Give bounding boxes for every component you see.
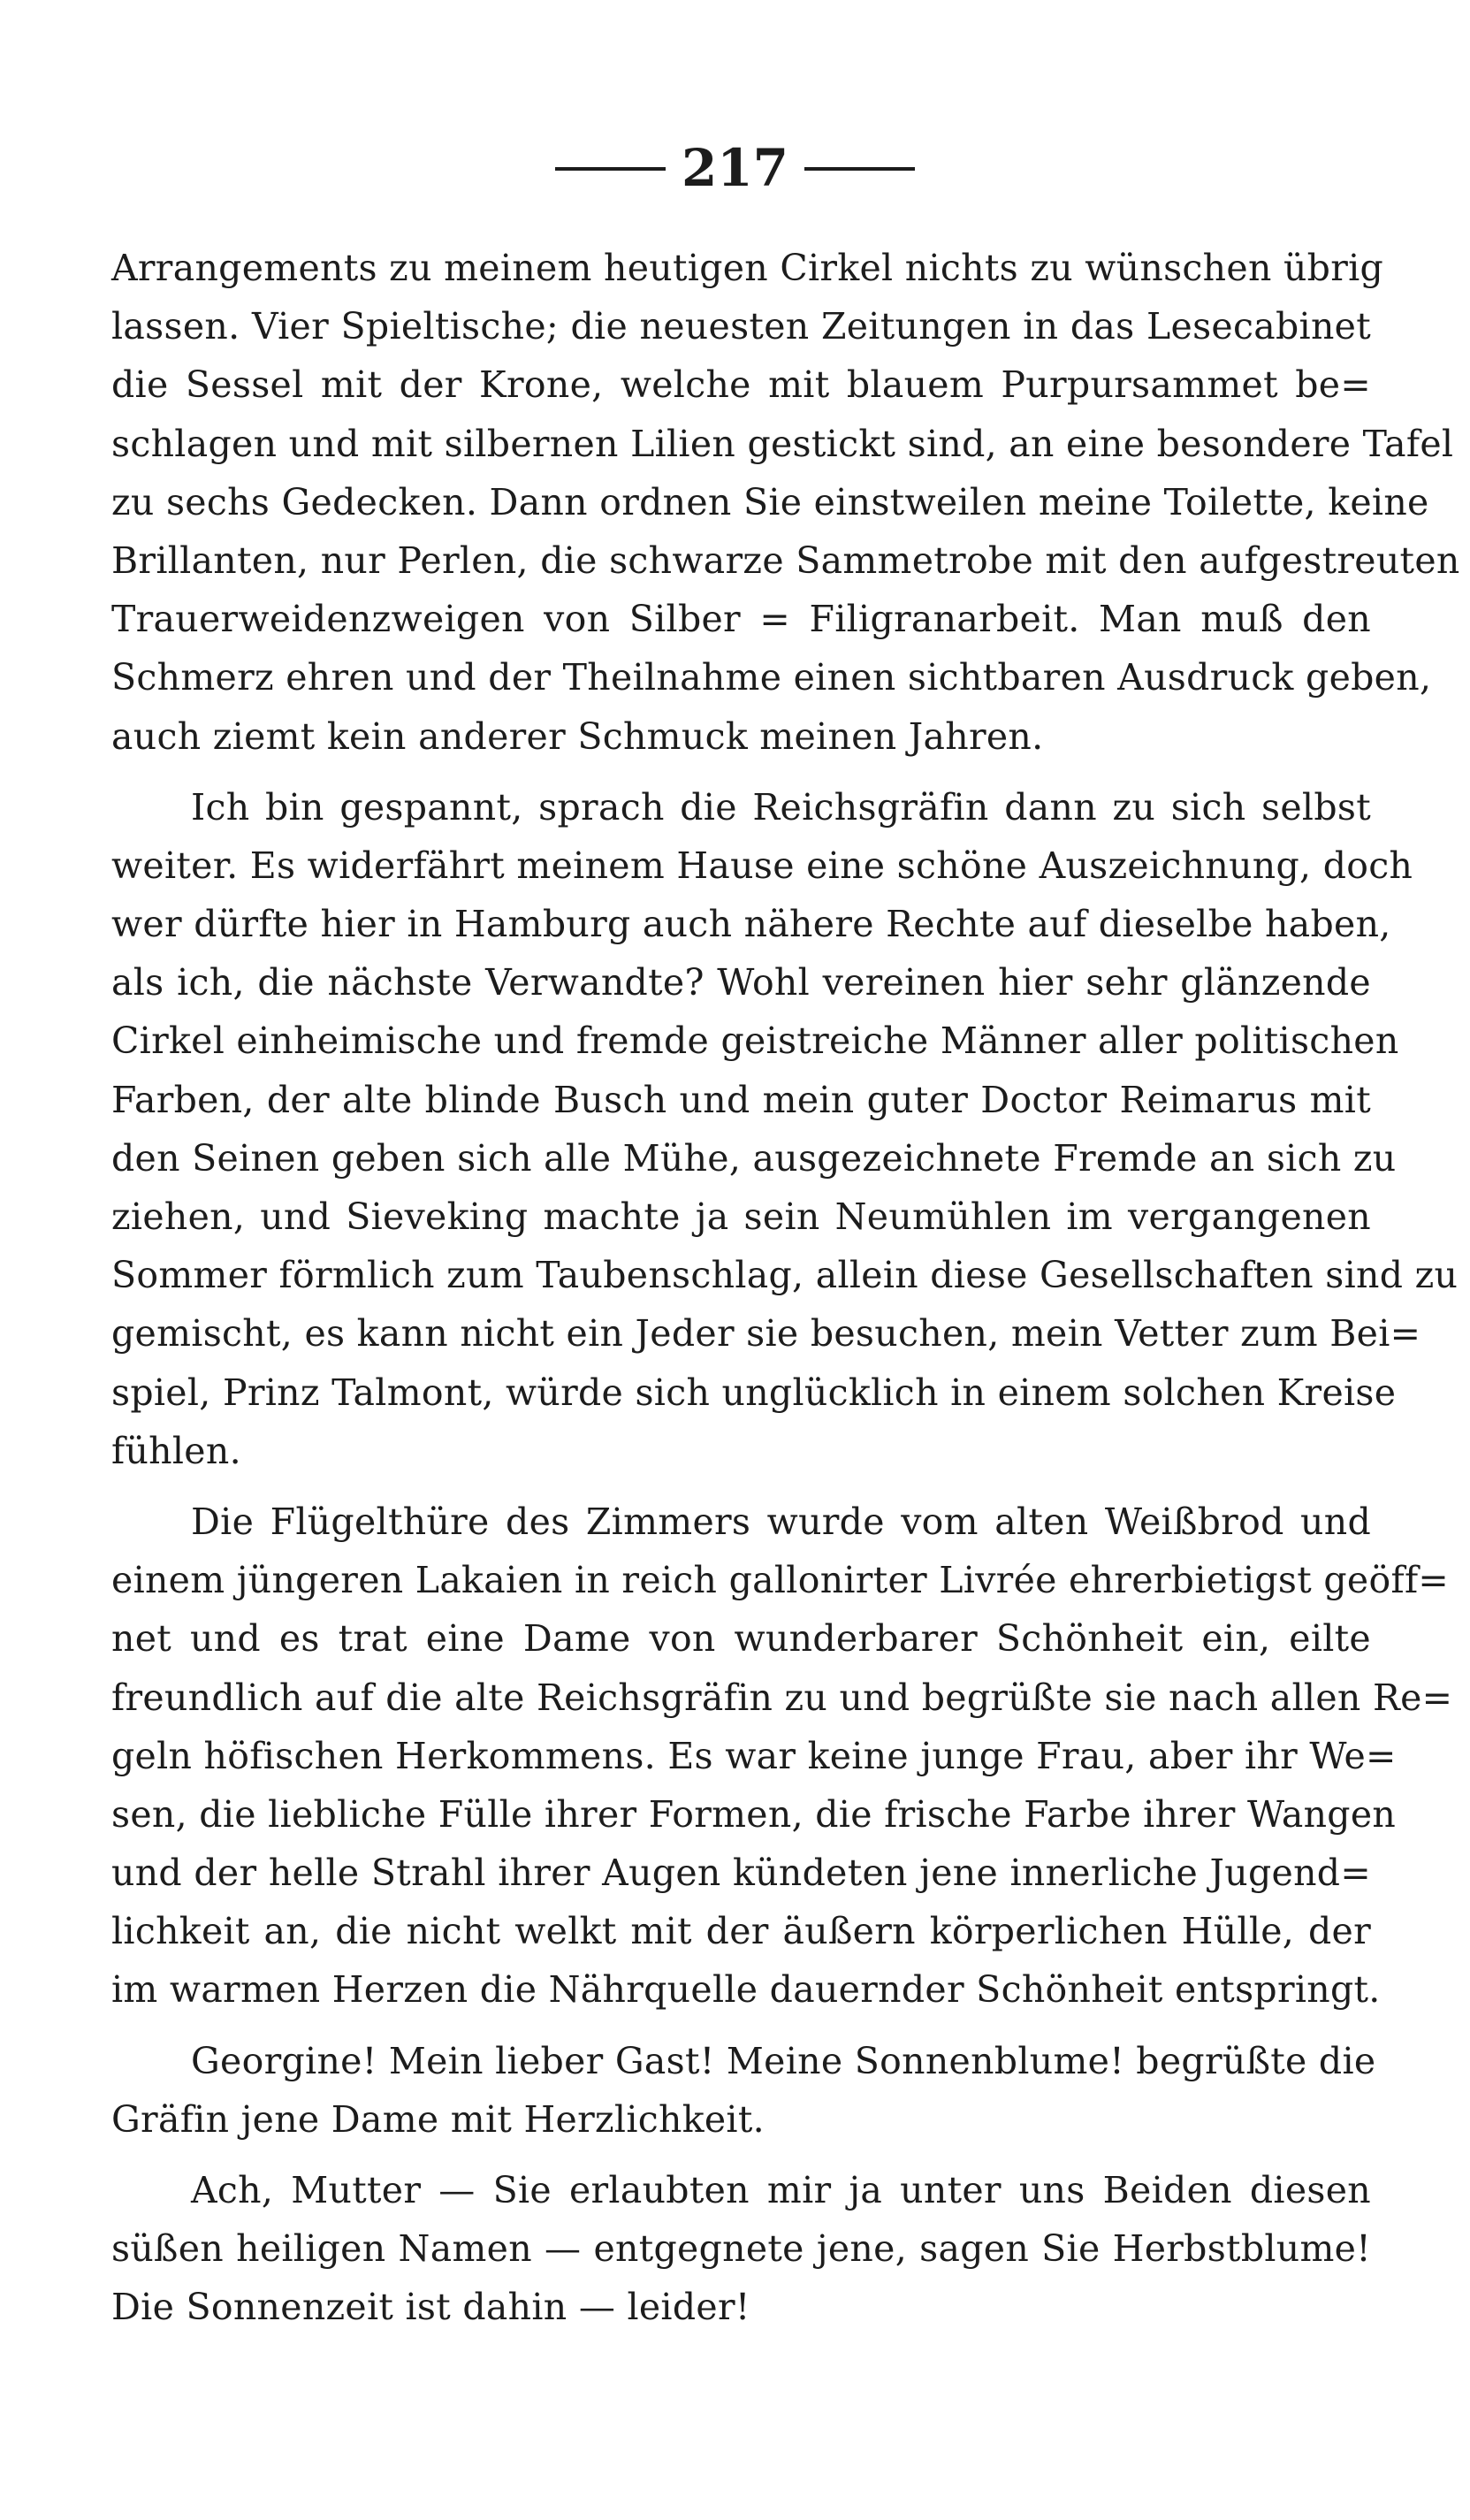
text-line: Die Sonnenzeit ist dahin — leider! xyxy=(111,2286,750,2329)
text-line: Cirkel einheimische und fremde geistreiche Männer aller politischen xyxy=(111,1019,1399,1063)
header-rule-left xyxy=(555,167,666,171)
text-line: Die Flügelthüre des Zimmers wurde vom alten Weißbrod und xyxy=(191,1500,1371,1543)
text-line: geln höfischen Herkommens. Es war keine junge Frau, aber ihr We= xyxy=(111,1734,1397,1777)
paragraph-gap xyxy=(111,766,1371,778)
paragraph-gap xyxy=(111,2149,1371,2161)
text-line: auch ziemt kein anderer Schmuck meinen Jahren. xyxy=(111,714,1044,758)
text-line: einem jüngeren Lakaien in reich gallonirter Livrée ehrerbietigst geöff= xyxy=(111,1559,1450,1602)
text-line: den Seinen geben sich alle Mühe, ausgezeichnete Fremde an sich zu xyxy=(111,1136,1397,1180)
paragraph xyxy=(111,2032,1376,2149)
text-line: Arrangements zu meinem heutigen Cirkel nichts zu wünschen übrig xyxy=(111,247,1384,289)
text-line: freundlich auf die alte Reichsgräfin zu und begrüßte sie nach allen Re= xyxy=(111,1676,1453,1719)
text-line: Georgine! Mein lieber Gast! Meine Sonnenblume! begrüßte die xyxy=(191,2039,1376,2082)
body-text xyxy=(111,239,1460,2337)
text-line: Brillanten, nur Perlen, die schwarze Sammetrobe mit den aufgestreuten xyxy=(111,538,1460,582)
text-line: sen, die liebliche Fülle ihrer Formen, die frische Farbe ihrer Wangen xyxy=(111,1792,1397,1836)
text-line: süßen heiligen Namen — entgegnete jene, sagen Sie Herbstblume! xyxy=(111,2227,1371,2271)
text-line: die Sessel mit der Krone, welche mit blauem Purpursammet be= xyxy=(111,363,1371,407)
text-line: Sommer förmlich zum Taubenschlag, allein diese Gesellschaften sind zu xyxy=(111,1254,1459,1297)
paragraph xyxy=(111,239,1460,766)
paragraph xyxy=(111,778,1459,1480)
text-line: net und es trat eine Dame von wunderbarer Schönheit ein, eilte xyxy=(111,1617,1371,1661)
text-line: Trauerweidenzweigen von Silber = Filigranarbeit. Man muß den xyxy=(111,598,1371,641)
paragraph-gap xyxy=(111,1480,1371,1493)
paragraph-gap xyxy=(111,2020,1371,2032)
text-line: Schmerz ehren und der Theilnahme einen sichtbaren Ausdruck geben, xyxy=(111,656,1432,699)
text-line: spiel, Prinz Talmont, würde sich unglücklich in einem solchen Kreise xyxy=(111,1371,1397,1414)
header-rule-right xyxy=(804,167,915,171)
text-line: ziehen, und Sieveking machte ja sein Neumühlen im vergangenen xyxy=(111,1195,1371,1238)
paragraph xyxy=(111,1493,1453,2020)
text-line: schlagen und mit silbernen Lilien gestickt sind, an eine besondere Tafel xyxy=(111,422,1454,465)
text-line: gemischt, es kann nicht ein Jeder sie besuchen, mein Vetter zum Bei= xyxy=(111,1312,1421,1355)
text-line: und der helle Strahl ihrer Augen kündeten jene innerliche Jugend= xyxy=(111,1852,1371,1895)
text-line: fühlen. xyxy=(111,1429,241,1472)
text-line: als ich, die nächste Verwandte? Wohl vereinen hier sehr glänzende xyxy=(111,961,1371,1004)
text-line: Farben, der alte blinde Busch und mein guter Doctor Reimarus mit xyxy=(111,1078,1371,1121)
text-line: im warmen Herzen die Nährquelle dauernder Schönheit entspringt. xyxy=(111,1968,1381,2012)
text-line: wer dürfte hier in Hamburg auch nähere Rechte auf dieselbe haben, xyxy=(111,903,1391,946)
page-header xyxy=(0,133,1470,203)
text-line: Gräfin jene Dame mit Herzlichkeit. xyxy=(111,2097,765,2141)
page-number: 217 xyxy=(681,138,789,198)
text-line: Ach, Mutter — Sie erlaubten mir ja unter uns Beiden diesen xyxy=(191,2169,1371,2211)
text-line: Ich bin gespannt, sprach die Reichsgräfin dann zu sich selbst xyxy=(191,785,1371,829)
paragraph xyxy=(111,2161,1371,2337)
text-line: zu sechs Gedecken. Dann ordnen Sie einstweilen meine Toilette, keine xyxy=(111,480,1429,523)
text-line: lichkeit an, die nicht welkt mit der äußern körperlichen Hülle, der xyxy=(111,1910,1371,1953)
text-line: lassen. Vier Spieltische; die neuesten Zeitungen in das Lesecabinet xyxy=(111,305,1371,348)
text-line: weiter. Es widerfährt meinem Hause eine schöne Auszeichnung, doch xyxy=(111,844,1413,887)
